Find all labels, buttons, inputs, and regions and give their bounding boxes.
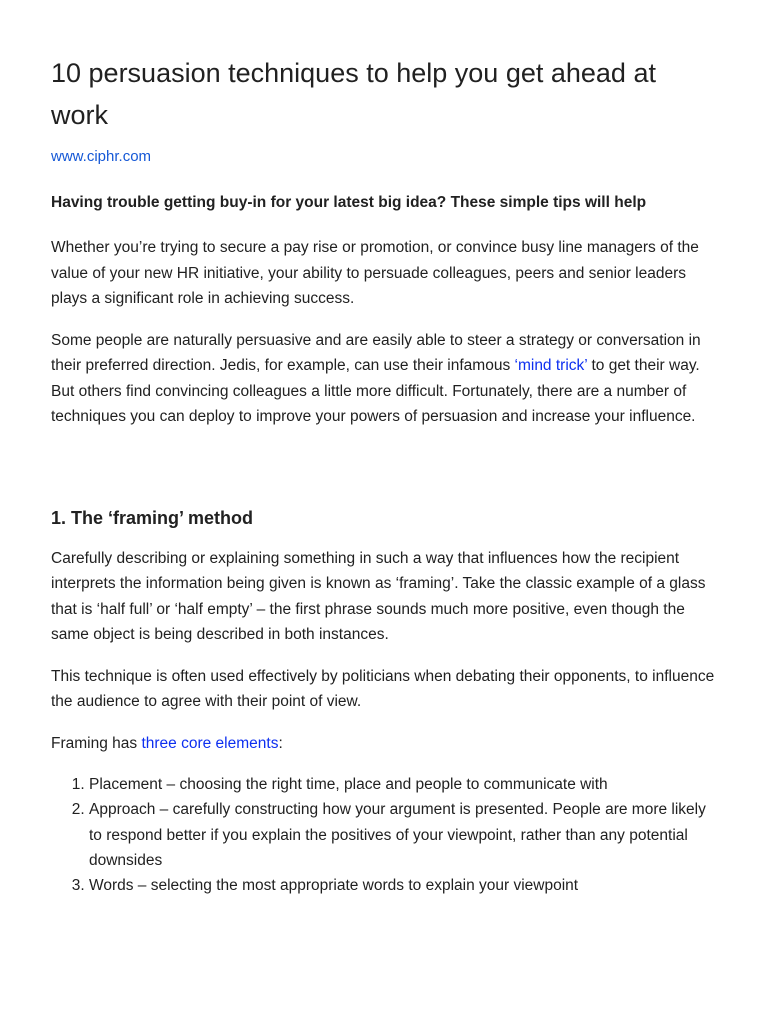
intro-paragraph-2-text-before: Some people are naturally persuasive and are easily able to steer a strategy or conversation in their preferred direction. Jedis, for example, can use their infamous xyxy=(51,331,701,374)
mind-trick-link[interactable]: ‘mind trick’ xyxy=(514,357,588,374)
list-item: 1. Placement – choosing the right time, place and people to communicate with xyxy=(89,772,717,797)
intro-paragraph-1: Whether you’re trying to secure a pay rise or promotion, or convince busy line managers of the value of your new HR initiative, your ability to persuade colleagues, peers and senior leaders plays a significant role in achieving success. xyxy=(51,239,699,307)
section-heading-framing: 1. The ‘framing’ method xyxy=(51,507,254,528)
framing-paragraph-1: Carefully describing or explaining something in such a way that influences how the recipient interprets the information being given is known as ‘framing’. Take the classic example of a glass that is ‘half full’ or ‘half empty’ – the first phrase sounds much more positive, even though the same object is being described in both instances. xyxy=(51,549,706,643)
framing-elements-list xyxy=(51,772,717,898)
framing-paragraph-3-text-before: Framing has xyxy=(51,734,142,752)
intro-paragraph-2-text-after: to get their way. But others find convincing colleagues a little more difficult. Fortunately, there are a number of techniques you can deploy to improve your powers of persuasion and increase your influence. xyxy=(51,357,700,425)
article-title: 10 persuasion techniques to help you get ahead at work xyxy=(51,58,656,130)
framing-paragraph-3 xyxy=(51,731,717,757)
article-subheading: Having trouble getting buy-in for your latest big idea? These simple tips will help xyxy=(51,194,647,211)
intro-paragraph-2 xyxy=(51,328,717,430)
section-spacer xyxy=(51,446,717,506)
framing-paragraph-3-text-after: : xyxy=(278,734,283,752)
three-core-elements-link[interactable]: three core elements xyxy=(141,734,279,752)
framing-paragraph-2: This technique is often used effectively by politicians when debating their opponents, to influence the audience to agree with their point of view. xyxy=(51,667,715,710)
list-item: 3. Words – selecting the most appropriate words to explain your viewpoint xyxy=(89,873,717,898)
list-item: 2. Approach – carefully constructing how your argument is presented. People are more likely to respond better if you explain the positives of your viewpoint, rather than any potential downsides xyxy=(89,797,717,873)
source-link[interactable]: www.ciphr.com xyxy=(51,148,152,165)
